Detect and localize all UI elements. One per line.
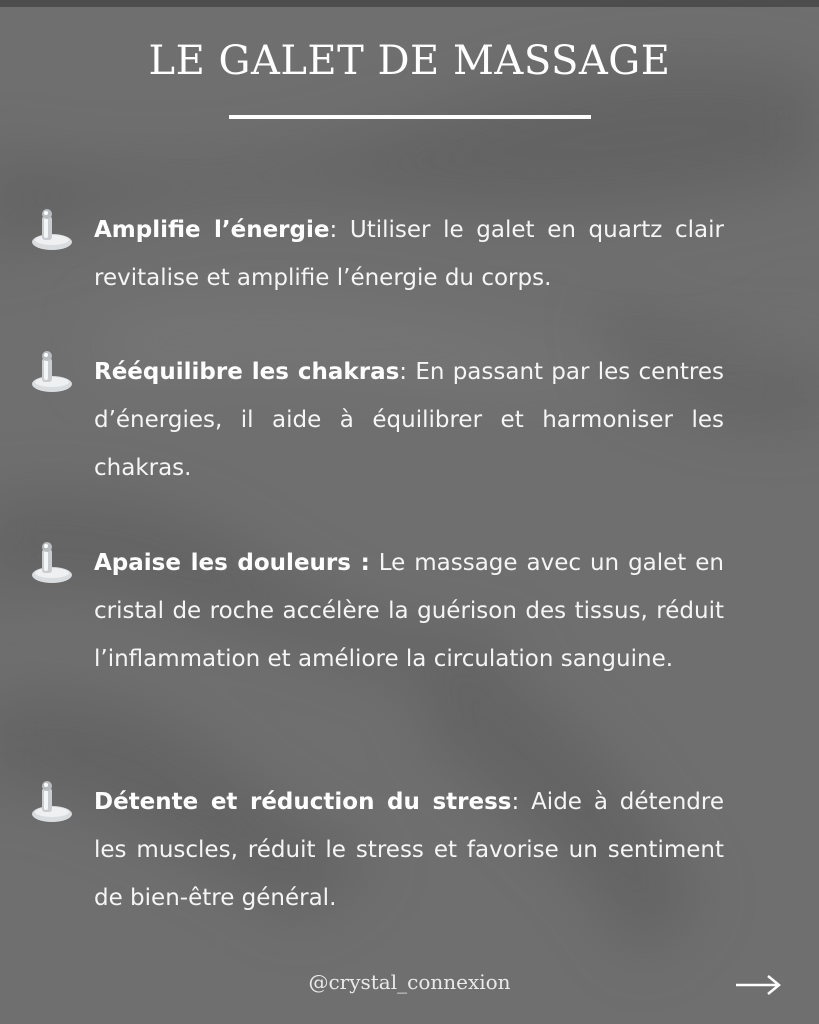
page-title: LE GALET DE MASSAGE — [148, 38, 671, 84]
benefit-description: : Utiliser le galet en quartz clair revitalise et amplifie l’énergie du corps. — [94, 217, 724, 291]
benefit-heading: Rééquilibre les chakras — [94, 359, 400, 385]
benefit-description: : Aide à détendre les muscles, réduit le stress et favorise un sentiment de bien-être général. — [94, 789, 724, 911]
benefit-text — [94, 539, 724, 683]
massage-stone-icon — [28, 206, 80, 252]
benefit-heading: Détente et réduction du stress — [94, 789, 512, 815]
benefit-text — [94, 348, 724, 492]
benefit-heading: Apaise les douleurs : — [94, 550, 370, 576]
massage-stone-icon — [28, 348, 80, 394]
benefit-text — [94, 206, 724, 302]
benefit-text — [94, 778, 724, 922]
arrow-right-icon[interactable] — [734, 972, 782, 998]
massage-stone-icon — [28, 539, 80, 585]
benefit-description: Le massage avec un galet en cristal de roche accélère la guérison des tissus, réduit l’inflammation et améliore la circulation sanguine. — [94, 550, 724, 672]
benefit-description: : En passant par les centres d’énergies, il aide à équilibrer et harmoniser les chakras. — [94, 359, 724, 481]
benefit-heading: Amplifie l’énergie — [94, 217, 330, 243]
massage-stone-icon — [28, 778, 80, 824]
title-underline — [229, 115, 591, 119]
account-handle: @crystal_connexion — [308, 970, 511, 994]
